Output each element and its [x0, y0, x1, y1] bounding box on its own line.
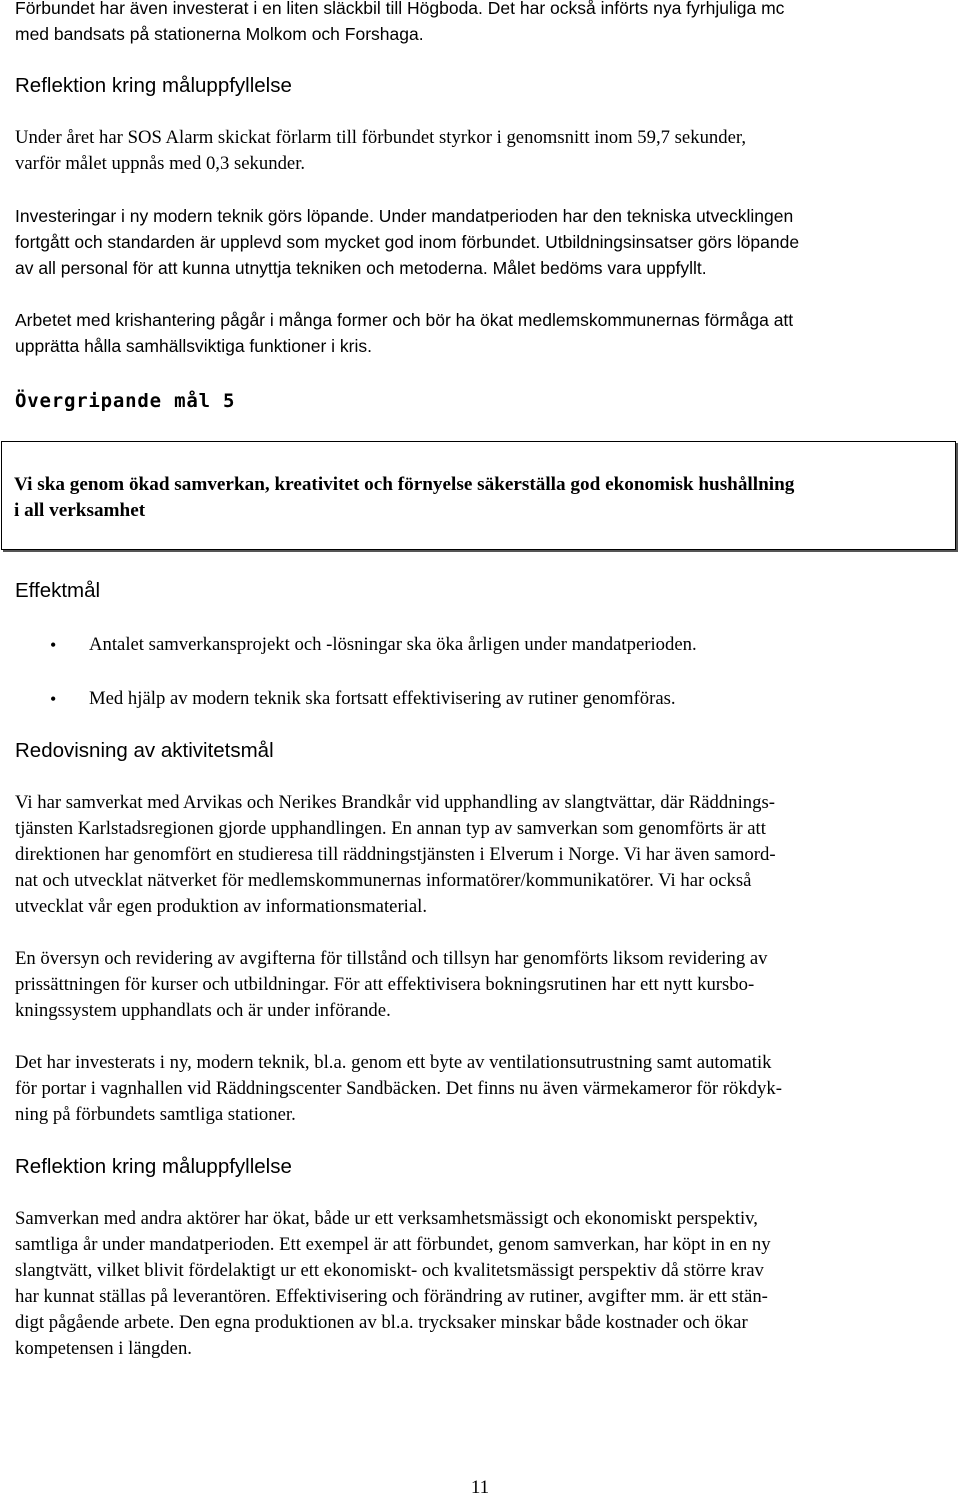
text-line: Vi har samverkat med Arvikas och Nerikes Brandkår vid upphandling av slangtvättar, där Räddnings-: [15, 792, 775, 813]
reflection-paragraph-crisis: [15, 307, 945, 359]
text-line: direktionen har genomfört en studieresa till räddningstjänsten i Elverum i Norge. Vi har även samord-: [15, 844, 776, 865]
text-line: prissättningen för kurser och utbildningar. För att effektivisera bokningsrutinen har ett nytt kursbo-: [15, 974, 755, 995]
activity-paragraph-investments: [15, 1050, 945, 1128]
activity-paragraph-collaboration: [15, 790, 945, 920]
text-line: i all verksamhet: [14, 500, 146, 521]
reflection-paragraph-technology: [15, 203, 945, 281]
reflection-heading: Reflektion kring måluppfyllelse: [15, 1155, 292, 1178]
text-line: slangtvätt, vilket blivit fördelaktigt ur ett ekonomiskt- och kvalitetsmässigt perspektiv då större krav: [15, 1260, 764, 1281]
text-line: kompetensen i längden.: [15, 1338, 192, 1359]
text-line: Det har investerats i ny, modern teknik, bl.a. genom ett byte av ventilationsutrustning samt automatik: [15, 1052, 772, 1073]
text-line: nat och utvecklat nätverket för medlemskommunernas informatörer/kommunikatörer. Vi har också: [15, 870, 752, 891]
text-line: Förbundet har även investerat i en liten släckbil till Högboda. Det har också införts nya fyrhjuliga mc: [15, 0, 785, 18]
text-line: fortgått och standarden är upplevd som mycket god inom förbundet. Utbildningsinsatser görs löpande: [15, 232, 800, 252]
goal-heading: Övergripande mål 5: [15, 390, 236, 412]
text-line: tjänsten Karlstadsregionen gjorde upphandlingen. En annan typ av samverkan som genomförts är att: [15, 818, 766, 839]
text-line: samtliga år under mandatperioden. Ett exempel är att förbundet, genom samverkan, har köpt in en ny: [15, 1234, 771, 1255]
text-line: Investeringar i ny modern teknik görs löpande. Under mandatperioden har den tekniska utvecklingen: [15, 206, 794, 226]
text-line: kningssystem upphandlats och är under införande.: [15, 1000, 391, 1021]
text-line: En översyn och revidering av avgifterna för tillstånd och tillsyn har genomförts liksom revidering av: [15, 948, 768, 969]
text-line: Vi ska genom ökad samverkan, kreativitet och förnyelse säkerställa god ekonomisk hushållning: [14, 474, 795, 495]
effect-goal-item: Med hjälp av modern teknik ska fortsatt effektivisering av rutiner genomföras.: [89, 688, 676, 709]
text-line: för portar i vagnhallen vid Räddningscenter Sandbäcken. Det finns nu även värmekameror för rökdyk-: [15, 1078, 782, 1099]
effect-goals-heading: Effektmål: [15, 579, 101, 602]
reflection-paragraph-collaboration: [15, 1206, 945, 1362]
text-line: av all personal för att kunna utnyttja tekniken och metoderna. Målet bedöms vara uppfyllt.: [15, 258, 707, 278]
text-line: varför målet uppnås med 0,3 sekunder.: [15, 153, 306, 174]
text-line: upprätta hålla samhällsviktiga funktioner i kris.: [15, 336, 372, 356]
effect-goal-item: Antalet samverkansprojekt och -lösningar ska öka årligen under mandatperioden.: [89, 634, 697, 655]
text-line: digt pågående arbete. Den egna produktionen av bl.a. trycksaker minskar både kostnader och ökar: [15, 1312, 748, 1333]
text-line: med bandsats på stationerna Molkom och Forshaga.: [15, 24, 424, 44]
page-number: 11: [470, 1477, 490, 1498]
text-line: har kunnat ställas på leverantören. Effektivisering och förändring av rutiner, avgifter mm. är ett stän-: [15, 1286, 768, 1307]
intro-paragraph: [15, 0, 945, 47]
activity-paragraph-fees: [15, 946, 945, 1024]
goal-statement: [14, 472, 944, 524]
bullet-icon: •: [50, 635, 57, 655]
text-line: utvecklat vår egen produktion av informationsmaterial.: [15, 896, 428, 917]
text-line: Arbetet med krishantering pågår i många former och bör ha ökat medlemskommunernas förmåga att: [15, 310, 794, 330]
activity-report-heading: Redovisning av aktivitetsmål: [15, 739, 274, 762]
text-line: ning på förbundets samtliga stationer.: [15, 1104, 296, 1125]
bullet-icon: •: [50, 689, 57, 709]
reflection-paragraph-sos: [15, 125, 945, 177]
reflection-heading: Reflektion kring måluppfyllelse: [15, 74, 292, 97]
text-line: Under året har SOS Alarm skickat förlarm till förbundet styrkor i genomsnitt inom 59,7 sekunder,: [15, 127, 747, 148]
text-line: Samverkan med andra aktörer har ökat, både ur ett verksamhetsmässigt och ekonomiskt perspektiv,: [15, 1208, 758, 1229]
